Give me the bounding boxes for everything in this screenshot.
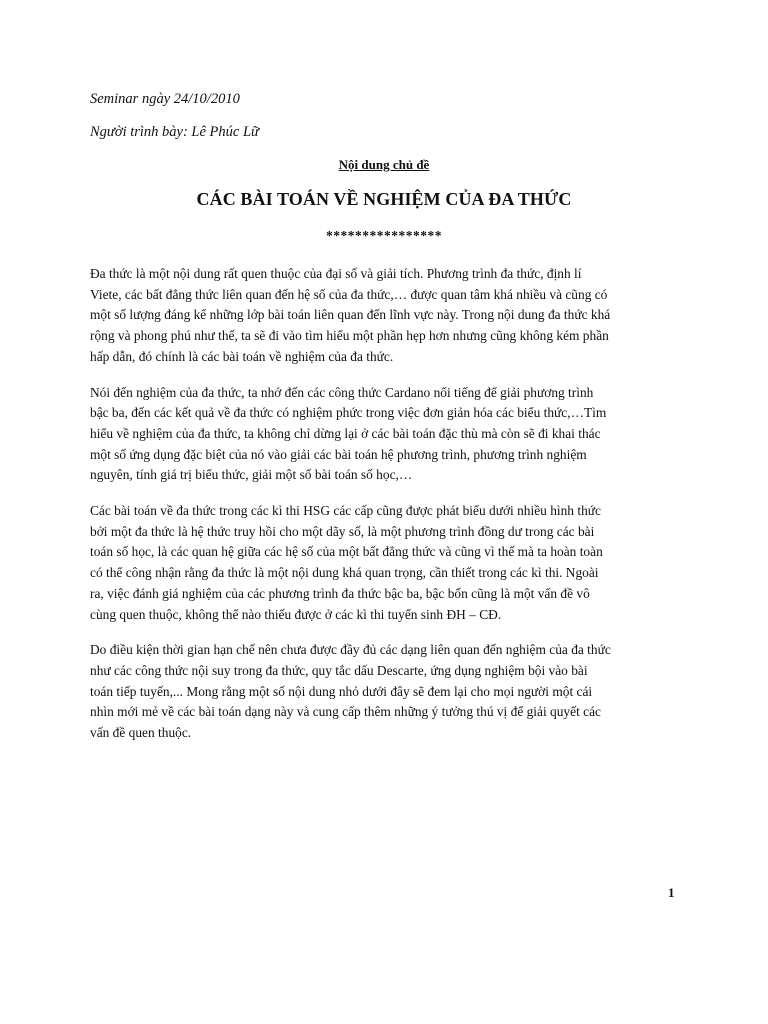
presenter-line: Người trình bày: Lê Phúc Lữ — [90, 124, 259, 140]
seminar-date: Seminar ngày 24/10/2010 — [90, 91, 240, 107]
text-line: bậc ba, đến các kết quả về đa thức có nghiệm phức trong việc đơn giản hóa các biểu thức,…Tìm — [90, 405, 607, 421]
text-line: có thể công nhận rằng đa thức là một nội dung khá quan trọng, cần thiết trong các kì thi. Ngoài — [90, 565, 599, 581]
text-line: bởi một đa thức là hệ thức truy hồi cho một dãy số, là một phương trình đồng dư trong các bài — [90, 523, 595, 539]
text-line: như các công thức nội suy trong đa thức, quy tắc dấu Descarte, ứng dụng nghiệm bội vào bài — [90, 662, 588, 678]
text-line: một số ứng dụng đặc biệt của nó vào giải các bài toán hệ phương trình, phương trình nghiệm — [90, 446, 587, 462]
text-line: nhìn mới mẻ về các bài toán dạng này và cung cấp thêm những ý tưởng thú vị để giải quyết các — [90, 704, 601, 720]
text-line: Viete, các bất đẳng thức liên quan đến hệ số của đa thức,… được quan tâm khá nhiều và cũng có — [90, 286, 608, 302]
divider-stars: **************** — [326, 228, 442, 243]
text-line: hiểu về nghiệm của đa thức, ta không chỉ dừng lại ở các bài toán đặc thù mà còn sẽ đi khai thác — [90, 425, 601, 441]
text-line: cùng quen thuộc, không thể nào thiếu được ở các kì thi tuyển sinh ĐH – CĐ. — [90, 606, 502, 622]
text-line: hấp dẫn, đó chính là các bài toán về nghiệm của đa thức. — [90, 348, 394, 364]
page-title: CÁC BÀI TOÁN VỀ NGHIỆM CỦA ĐA THỨC — [196, 189, 572, 209]
text-line: Nói đến nghiệm của đa thức, ta nhớ đến các công thức Cardano nổi tiếng để giải phương trình — [90, 384, 594, 400]
document-body — [90, 264, 690, 759]
page-number: 1 — [668, 885, 675, 900]
paragraph-competitions — [90, 501, 690, 625]
text-line: toán tiếp tuyến,... Mong rằng một số nội dung nhỏ dưới đây sẽ đem lại cho mọi người một cái — [90, 683, 593, 699]
text-line: ra, việc đánh giá nghiệm của các phương trình đa thức bậc ba, bậc bốn cũng là một vấn đề vô — [90, 585, 590, 601]
text-line: một số lượng đáng kể những lớp bài toán liên quan đến lĩnh vực này. Trong nội dung đa thức khá — [90, 307, 611, 323]
text-line: vấn đề quen thuộc. — [90, 725, 192, 741]
paragraph-cardano — [90, 383, 690, 487]
text-line: Do điều kiện thời gian hạn chế nên chưa được đầy đủ các dạng liên quan đến nghiệm của đa thức — [90, 642, 611, 658]
text-line: Các bài toán về đa thức trong các kì thi HSG các cấp cũng được phát biểu dưới nhiều hình thức — [90, 503, 601, 519]
text-line: toán số học, là các quan hệ giữa các hệ số của một bất đẳng thức và cũng vì thế mà ta hoàn toàn — [90, 544, 603, 560]
paragraph-conclusion — [90, 640, 690, 744]
text-line: rộng và phong phú như thế, ta sẽ đi vào tìm hiểu một phần hẹp hơn nhưng cũng không kém phần — [90, 328, 609, 344]
text-line: Đa thức là một nội dung rất quen thuộc của đại số và giải tích. Phương trình đa thức, định lí — [90, 266, 582, 281]
text-line: nguyên, tính giá trị biểu thức, giải một số bài toán số học,… — [90, 467, 413, 483]
paragraph-intro — [90, 264, 690, 368]
topic-label: Nội dung chủ đề — [338, 157, 430, 172]
